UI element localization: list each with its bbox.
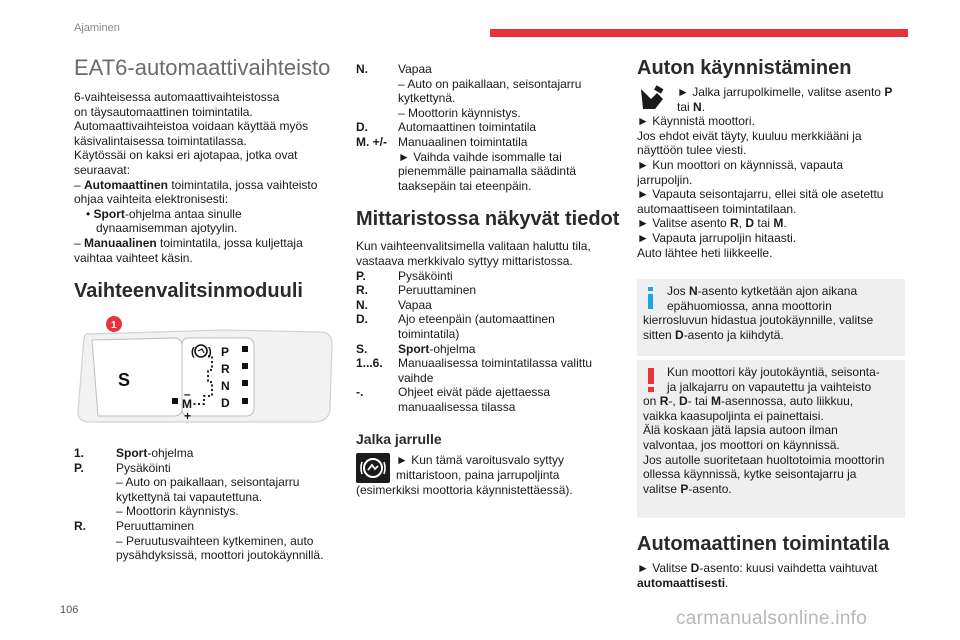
info-text: sitten D-asento ja kiihdytä. [643,327,784,342]
start-text: ► Käynnistä moottori. [637,114,755,129]
start-step-1: ► Jalka jarrupolkimelle, valitse asento P tai N. [637,85,903,114]
dashboard-title: Mittaristossa näkyvät tiedot [356,208,620,231]
svg-text:): ) [208,346,212,358]
intro-line: 6-vaihteisessa automaattivaihteistossa [74,90,280,104]
gear-selector-illustration [74,316,336,440]
intro-line: on täysautomaattinen toimintatila. [74,104,253,119]
foot-pedal-icon [637,85,667,113]
auto-mode-text: automaattisesti. [637,575,729,590]
gear-p-label: P [221,345,230,359]
legend-item: R. Peruuttaminen – Peruutusvaihteen kytkeminen, auto pysähdyksissä, moottori joutokäynnillä. [74,518,324,563]
legend-item: M. +/- Manuaalinen toimintatila ► Vaihda vaihde isommalle tai pienemmälle painamalla säädintä taaksepäin tai eteenpäin. [356,134,577,193]
page-title: EAT6-automaattivaihteisto [74,55,331,80]
warning-text: Kun moottori käy joutokäyntiä, seisonta- [667,365,880,379]
warning-text: vaikka kaasupoljinta ei painettaisi. [643,408,824,423]
legend-item: 1. Sport-ohjelma [74,446,194,460]
warning-text: ollessa käynnissä, kytke seisontajarru ja [643,467,857,482]
indicator-item: -. Ohjeet eivät päde ajettaessa manuaalisessa tilassa [356,385,551,414]
column-3 [637,56,903,260]
watermark: carmanualsonline.info [676,608,868,629]
info-icon [645,287,657,309]
warning-text: ja jalkajarru on vapautettu ja vaihteisto [667,379,872,394]
intro-line: käsivalintaisessa toimintatilassa. [74,133,247,148]
legend-item: P. Pysäköinti – Auto on paikallaan, seisontajarru kytkettynä tai vapautettuna. – Moottorin käynnistys. [74,460,300,519]
section-accent-bar [490,29,908,37]
start-text: Auto lähtee heti liikkeelle. [637,245,773,260]
start-text: automaattiseen toimintatilaan. [637,201,797,216]
selector-legend [74,446,344,563]
gear-n-label: N [221,379,230,393]
intro-line: Automaattivaihteistoa voidaan käyttää myös [74,119,309,134]
start-text: ► Vapauta seisontajarru, ellei sitä ole asetettu [637,187,884,202]
auto-mode-text: ► Valitse D-asento: kuusi vaihdetta vaihtuvat [637,561,878,575]
dashboard-intro: vastaava merkkivalo syttyy mittaristossa. [356,253,573,268]
indicator-item: N. Vapaa [356,297,432,312]
module-title: Vaihteenvalitsinmoduuli [74,280,303,303]
warning-text: valitse P-asento. [643,481,732,496]
gear-selector-drawing [74,316,336,440]
manual-mode-item: – Manuaalinen toimintatila, jossa kuljettaja [74,235,303,250]
auto-mode-section [637,532,903,590]
gear-m-label: M [182,397,192,411]
auto-mode-item: – Automaattinen toimintatila, jossa vaihteisto [74,177,318,192]
info-text: Jos N-asento kytketään ajon aikana [667,284,858,298]
section-header: Ajaminen [74,22,120,34]
gear-minus-label: – [184,387,191,401]
indicator-item: R. Peruuttaminen [356,283,477,298]
column-1 [74,55,344,303]
start-text: ► Valitse asento R, D tai M. [637,216,787,231]
info-text: kierrosluvun hidastua joutokäynnille, valitse [643,313,874,328]
gear-plus-label: + [184,409,192,423]
sport-bullet-cont: dynaamisemman ajotyylin. [96,221,238,236]
gear-s-label: S [118,370,131,390]
manual-mode-item-cont: vaihtaa vaihteet käsin. [74,250,193,265]
dashboard-intro: Kun vaihteenvalitsimella valitaan haluttu tila, [356,239,591,254]
warning-text: Jos autolle suoritetaan huoltotoimia moottorin [643,452,885,467]
indicator-item: S. Sport-ohjelma [356,341,476,356]
auto-mode-item-cont: ohjaa vaihteita elektronisesti: [74,192,229,207]
warning-text: on R-, D- tai M-asennossa, auto liikkuu, [643,394,854,409]
svg-text:(: ( [191,346,195,358]
start-text: Jos ehdot eivät täyty, kuuluu merkkiääni ja [637,128,862,143]
warning-icon [645,368,657,392]
auto-mode-title: Automaattinen toimintatila [637,533,890,555]
gear-r-label: R [221,362,230,376]
start-text: ► Kun moottori on käynnissä, vapauta [637,157,843,172]
indicator-item: 1...6. Manuaalisessa toimintatilassa valittu vaihde [356,356,593,385]
sport-bullet: • Sport-ohjelma antaa sinulle [86,206,242,221]
foot-brake-text: (esimerkiksi moottoria käynnistettäessä). [356,483,573,498]
gear-d-label: D [221,396,230,410]
page-number: 106 [60,604,79,616]
column-2 [356,62,624,498]
intro-line: seuraavat: [74,162,131,177]
legend-item: N. Vapaa – Auto on paikallaan, seisontajarru kytkettynä. – Moottorin käynnistys. [356,62,582,120]
info-text: epähuomiossa, anna moottorin [667,298,832,313]
callout-badge: 1 [111,320,117,331]
warning-text: Älä koskaan jätä lapsia autoon ilman [643,423,838,438]
start-title: Auton käynnistäminen [637,57,852,79]
foot-brake-warning-icon [356,453,390,483]
indicator-item: P. Pysäköinti [356,268,453,283]
warning-box [637,360,905,518]
foot-brake-para: ► Kun tämä varoitusvalo syttyy mittaristoon, paina jarrupoljinta [356,453,624,483]
start-text: jarrupoljin. [637,172,693,187]
indicator-item: D. Ajo eteenpäin (automaattinen toimintatila) [356,312,555,341]
start-text: näyttöön tulee viesti. [637,143,747,158]
legend-item: D. Automaattinen toimintatila [356,120,537,135]
foot-brake-title: Jalka jarrulle [356,431,442,448]
intro-line: Käytössäi on kaksi eri ajotapaa, jotka ovat [74,148,298,163]
warning-text: valvontaa, jos moottori on käynnissä. [643,437,840,452]
info-box [637,279,905,356]
start-text: ► Vapauta jarrupoljin hitaasti. [637,230,797,245]
